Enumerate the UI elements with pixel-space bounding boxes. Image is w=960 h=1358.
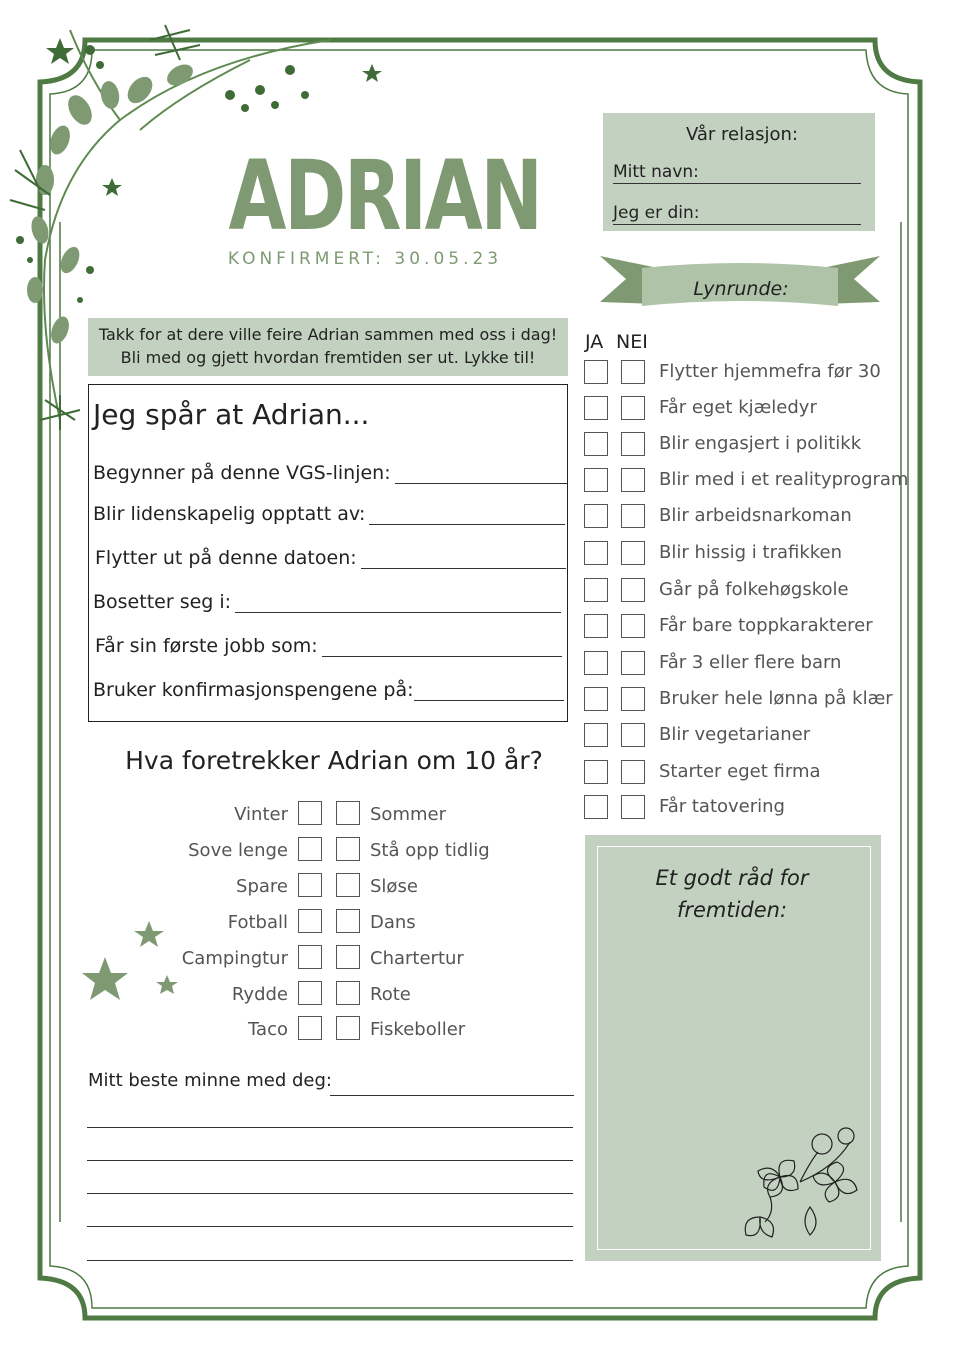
prediction-item[interactable] — [95, 547, 566, 569]
quick-item-label: Får eget kjæledyr — [659, 397, 817, 418]
prediction-label: Blir lidenskapelig opptatt av: — [93, 503, 366, 525]
no-checkbox[interactable] — [621, 614, 645, 638]
no-checkbox[interactable] — [621, 432, 645, 456]
no-checkbox[interactable] — [621, 578, 645, 602]
quick-item — [584, 760, 904, 786]
role-field[interactable] — [613, 203, 861, 225]
preference-row — [150, 981, 510, 1009]
option-left: Vinter — [234, 804, 288, 825]
prediction-item[interactable] — [93, 591, 561, 613]
no-checkbox[interactable] — [621, 795, 645, 819]
preference-row — [150, 1016, 510, 1044]
preferences-heading: Hva foretrekker Adrian om 10 år? — [125, 746, 543, 775]
answer-line[interactable] — [369, 506, 565, 525]
yes-checkbox[interactable] — [584, 578, 608, 602]
intro-line-1: Takk for at dere ville feire Adrian sammen med oss i dag! — [98, 325, 558, 344]
right-checkbox[interactable] — [336, 801, 360, 825]
no-checkbox[interactable] — [621, 504, 645, 528]
answer-line[interactable] — [361, 550, 566, 569]
quick-item-label: Blir med i et realityprogram — [659, 469, 909, 490]
option-left: Sove lenge — [188, 840, 288, 861]
stars-decoration-icon — [75, 915, 185, 1005]
right-checkbox[interactable] — [336, 873, 360, 897]
right-checkbox[interactable] — [336, 837, 360, 861]
quick-round-title: Lynrunde: — [693, 278, 789, 300]
option-left: Fotball — [227, 912, 288, 933]
yes-checkbox[interactable] — [584, 614, 608, 638]
advice-title-line-2: fremtiden: — [676, 898, 788, 922]
right-checkbox[interactable] — [336, 945, 360, 969]
yes-checkbox[interactable] — [584, 360, 608, 384]
preference-row — [150, 837, 510, 865]
prediction-label: Får sin første jobb som: — [95, 635, 318, 657]
quick-item — [584, 687, 904, 713]
option-right: Chartertur — [370, 948, 464, 969]
quick-item-label: Får bare toppkarakterer — [659, 615, 873, 636]
left-checkbox[interactable] — [298, 873, 322, 897]
quick-item — [584, 723, 904, 749]
yes-checkbox[interactable] — [584, 651, 608, 675]
right-checkbox[interactable] — [336, 1016, 360, 1040]
quick-item — [584, 432, 904, 458]
prediction-label: Bosetter seg i: — [93, 591, 232, 613]
option-right: Dans — [370, 912, 416, 933]
prediction-item[interactable] — [93, 679, 564, 701]
no-checkbox[interactable] — [621, 687, 645, 711]
yes-checkbox[interactable] — [584, 687, 608, 711]
option-right: Sløse — [370, 876, 418, 897]
yes-checkbox[interactable] — [584, 468, 608, 492]
flower-illustration-icon — [740, 1122, 870, 1247]
answer-line[interactable] — [395, 465, 567, 484]
memory-line[interactable] — [87, 1260, 573, 1261]
quick-item — [584, 360, 904, 386]
yes-checkbox[interactable] — [584, 396, 608, 420]
quick-item-label: Går på folkehøgskole — [659, 579, 849, 600]
left-checkbox[interactable] — [298, 837, 322, 861]
option-left: Campingtur — [181, 948, 288, 969]
right-checkbox[interactable] — [336, 909, 360, 933]
answer-line[interactable] — [322, 638, 562, 657]
quick-item — [584, 651, 904, 677]
prediction-item[interactable] — [93, 503, 565, 525]
no-checkbox[interactable] — [621, 541, 645, 565]
left-checkbox[interactable] — [298, 909, 322, 933]
option-left: Spare — [236, 876, 288, 897]
no-checkbox[interactable] — [621, 723, 645, 747]
quick-item-label: Starter eget firma — [659, 761, 821, 782]
quick-item — [584, 396, 904, 422]
yes-header: JA — [585, 331, 604, 353]
option-right: Stå opp tidlig — [370, 840, 490, 861]
quick-item — [584, 504, 904, 530]
yes-checkbox[interactable] — [584, 432, 608, 456]
role-label: Jeg er din: — [613, 203, 700, 223]
left-checkbox[interactable] — [298, 945, 322, 969]
quick-item — [584, 614, 904, 640]
option-left: Rydde — [231, 984, 288, 1005]
quick-item-label: Blir arbeidsnarkoman — [659, 505, 852, 526]
yes-checkbox[interactable] — [584, 541, 608, 565]
left-checkbox[interactable] — [298, 1016, 322, 1040]
confirmation-date: KONFIRMERT: 30.05.23 — [227, 249, 503, 269]
no-checkbox[interactable] — [621, 360, 645, 384]
quick-item — [584, 468, 909, 494]
preference-row — [150, 945, 510, 973]
preference-row — [150, 801, 510, 829]
advice-title-line-1: Et godt råd for — [655, 866, 809, 890]
quick-item-label: Blir hissig i trafikken — [659, 542, 843, 563]
no-checkbox[interactable] — [621, 396, 645, 420]
intro-banner — [88, 318, 568, 376]
no-header: NEI — [616, 331, 648, 353]
option-right: Sommer — [370, 804, 446, 825]
no-checkbox[interactable] — [621, 760, 645, 784]
prediction-label: Bruker konfirmasjonspengene på: — [93, 679, 414, 701]
quick-item-label: Blir vegetarianer — [659, 724, 811, 745]
memory-line[interactable] — [87, 1127, 573, 1128]
no-checkbox[interactable] — [621, 651, 645, 675]
page-title: ADRIAN — [228, 140, 541, 252]
quick-item — [584, 541, 904, 567]
option-right: Fiskeboller — [370, 1019, 466, 1040]
quick-item-label: Bruker hele lønna på klær — [659, 688, 893, 709]
quick-item-label: Får tatovering — [659, 796, 785, 817]
quick-item-label: Flytter hjemmefra før 30 — [659, 361, 881, 382]
quick-item — [584, 795, 904, 821]
answer-line[interactable] — [414, 682, 564, 701]
yes-checkbox[interactable] — [584, 795, 608, 819]
quick-item-label: Får 3 eller flere barn — [659, 652, 842, 673]
prediction-heading: Jeg spår at Adrian... — [93, 398, 370, 431]
quick-item-label: Blir engasjert i politikk — [659, 433, 862, 454]
memory-line[interactable] — [87, 1160, 573, 1161]
name-field[interactable] — [613, 162, 861, 184]
memory-label: Mitt beste minne med deg: — [88, 1070, 332, 1091]
advice-title — [612, 862, 852, 926]
option-left: Taco — [248, 1019, 288, 1040]
memory-line[interactable] — [87, 1193, 573, 1194]
left-checkbox[interactable] — [298, 981, 322, 1005]
option-right: Rote — [370, 984, 411, 1005]
yes-checkbox[interactable] — [584, 504, 608, 528]
left-checkbox[interactable] — [298, 801, 322, 825]
preference-row — [150, 873, 510, 901]
prediction-item[interactable] — [93, 462, 567, 484]
intro-line-2: Bli med og gjett hvordan fremtiden ser ut. Lykke til! — [120, 348, 536, 367]
answer-line[interactable] — [235, 594, 561, 613]
memory-line[interactable] — [87, 1226, 573, 1227]
prediction-item[interactable] — [95, 635, 562, 657]
prediction-label: Flytter ut på denne datoen: — [95, 547, 357, 569]
relation-title: Vår relasjon: — [685, 124, 799, 145]
prediction-label: Begynner på denne VGS-linjen: — [93, 462, 391, 484]
name-label: Mitt navn: — [613, 162, 699, 182]
yes-checkbox[interactable] — [584, 723, 608, 747]
no-checkbox[interactable] — [621, 468, 645, 492]
preference-row — [150, 909, 510, 937]
memory-line[interactable] — [330, 1095, 574, 1096]
quick-item — [584, 578, 904, 604]
right-checkbox[interactable] — [336, 981, 360, 1005]
yes-checkbox[interactable] — [584, 760, 608, 784]
